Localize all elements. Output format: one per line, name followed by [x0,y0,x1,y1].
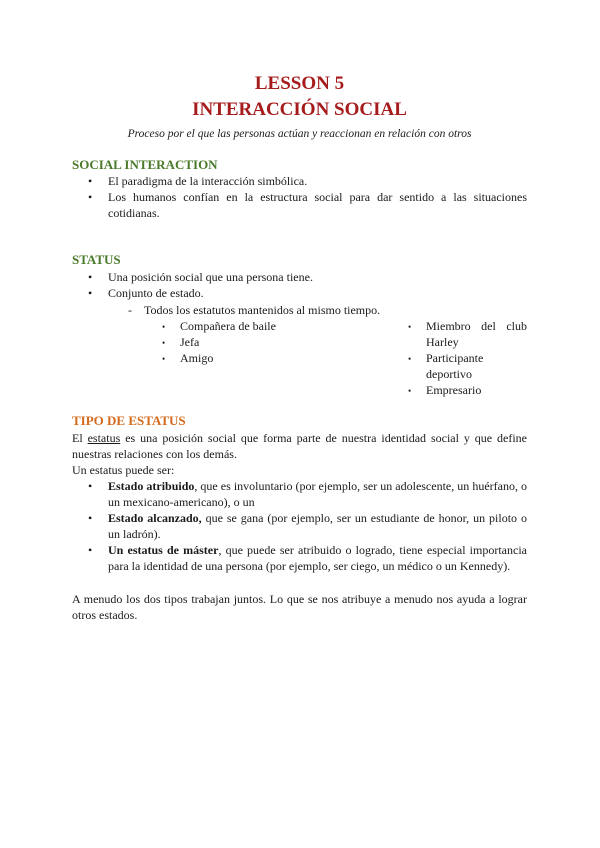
social-interaction-list [72,173,527,221]
term-bold: Un estatus de máster [108,543,219,557]
lesson-subtitle: Proceso por el que las personas actúan y reaccionan en relación con otros [127,128,472,140]
list-item: • Miembro del club Harley [408,318,527,350]
estatus-link[interactable]: estatus [87,431,121,445]
lesson-number: LESSON 5 [254,73,345,94]
status-examples-col2 [408,318,527,398]
intro-text-post: es una posición social que forma parte de nuestra identidad social y que define nuestras relaciones con los demás. [72,431,528,461]
list-item: • Compañera de baile [162,318,382,334]
list-item: • Conjunto de estado. [72,285,527,301]
term-description: , que es involuntario (por ejemplo, ser un adolescente, un huérfano, o un mexicano-americano), o un [108,479,527,509]
term-description: que se gana (por ejemplo, ser un estudiante de honor, un piloto o un ladrón). [108,511,527,541]
list-item [72,478,527,510]
lesson-title: INTERACCIÓN SOCIAL [192,99,407,120]
intro-text-pre: El [72,431,83,445]
status-list [72,269,527,301]
list-item: • Amigo [162,350,382,366]
term-bold: Estado atribuido [108,479,195,493]
section-heading-status: STATUS [72,252,121,267]
list-item: • El paradigma de la interacción simbólica. [72,173,527,189]
intro-line-2: Un estatus puede ser: [72,463,175,477]
term-description: , que puede ser atribuido o logrado, tiene especial importancia para la identidad de una persona (por ejemplo, ser ciego, un médico o un Kennedy). [108,543,527,573]
section-heading-social-interaction: SOCIAL INTERACTION [72,157,218,172]
term-bold: Estado alcanzado, [108,511,202,525]
section-heading-tipo-de-estatus: TIPO DE ESTATUS [72,413,186,428]
dash-item-text: Todos los estatutos mantenidos al mismo tiempo. [144,303,381,317]
list-item [72,510,527,542]
list-item: • Una posición social que una persona tiene. [72,269,527,285]
status-types-list [72,478,527,574]
dash-marker: - [128,303,132,317]
list-item: • Participante deportivo [408,350,527,382]
intro-paragraph [72,430,527,462]
list-item [72,542,527,574]
list-item: • Jefa [162,334,382,350]
status-examples-col1 [162,318,382,366]
list-item: • Empresario [408,382,527,398]
closing-paragraph: A menudo los dos tipos trabajan juntos. Lo que se nos atribuye a menudo nos ayuda a lograr otros estados. [72,592,527,622]
list-item: • Los humanos confían en la estructura social para dar sentido a las situaciones cotidianas. [72,189,527,221]
